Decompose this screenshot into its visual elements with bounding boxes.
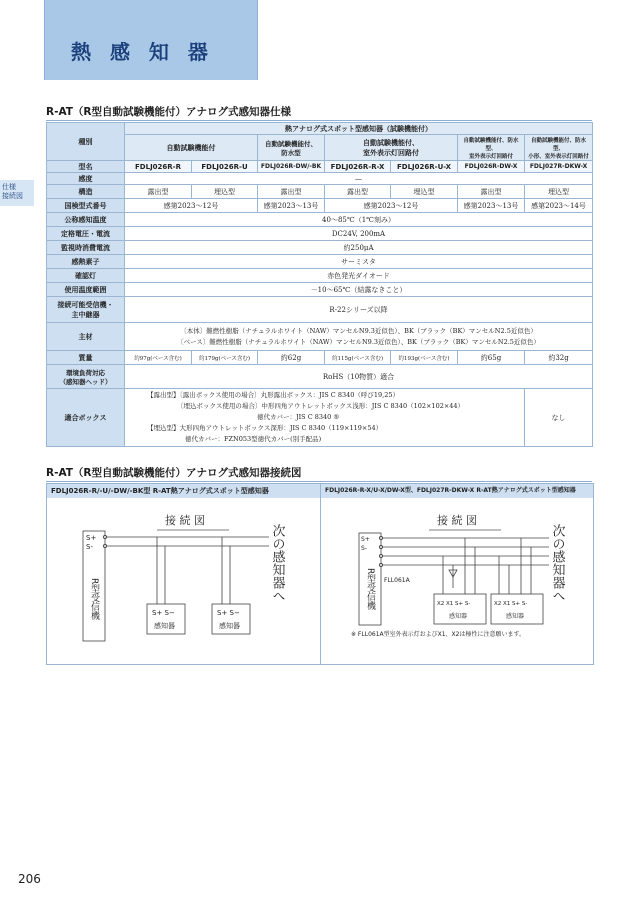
left-next-label: 次の感知器へ: [269, 524, 285, 602]
approval-cell: 感第2023～12号: [325, 199, 458, 213]
ambient-value: －10～65℃（結露なきこと）: [125, 283, 593, 297]
box-line: 〔埋込ボックス使用の場合〕中形四角アウトレットボックス浅形：JIS C 8340（102×102×44）: [177, 402, 465, 410]
box-value: [125, 389, 525, 447]
mass-cell: 約179g(ベース含む): [192, 351, 258, 365]
model-label: 型名: [47, 161, 125, 173]
left-receiver-label: R型受信機: [89, 578, 99, 621]
row-label: 公称感知温度: [47, 213, 125, 227]
model-cell: FDLJ026R-U: [192, 161, 258, 173]
page-title-box: [44, 0, 258, 80]
group-header: 熱アナログ式スポット型感知器（試験機能付）: [125, 123, 593, 135]
sensitivity-value: —: [125, 173, 593, 185]
approval-cell: 感第2023～12号: [125, 199, 258, 213]
temp-value: 40～85℃（1℃刻み）: [125, 213, 593, 227]
approval-cell: 感第2023～13号: [258, 199, 325, 213]
sub-header: 自動試験機能付、防水型、 室外表示灯回路付: [458, 135, 525, 161]
right-header: FDLJ026R-R-X/U-X/DW-X型、FDLJ027R-DKW-X R-AT熱アナログ式スポット型感知器: [321, 484, 593, 498]
mass-cell: 約115g(ベース含む): [325, 351, 391, 365]
structure-cell: 埋込型: [391, 185, 458, 199]
lamp-value: 赤色発光ダイオード: [125, 269, 593, 283]
detector-x-terms: X2 X1 S+ S-: [494, 601, 528, 607]
model-cell: FDLJ026R-DW/-BK: [258, 161, 325, 173]
detector-label: 感知器: [449, 613, 468, 620]
mass-cell: 約65g: [458, 351, 525, 365]
voltage-value: DC24V, 200mA: [125, 227, 593, 241]
left-s-minus: S-: [86, 543, 93, 551]
spec-table: [46, 122, 593, 447]
env-value: RoHS（10物質）適合: [125, 365, 593, 389]
material-value: [125, 323, 593, 351]
material-line: 〔ベース〕難燃性樹脂（ナチュラルホワイト（NAW）マンセルN9.3近似色）、BK（ブラック（BK）マンセルN2.5近似色）: [177, 337, 540, 346]
mass-cell: 約62g: [258, 351, 325, 365]
row-label: 環境負荷対応 （感知器ヘッド）: [47, 365, 125, 389]
sub-header: 自動試験機能付: [125, 135, 258, 161]
box-line: 徳代カバー：JIS C 8340 ⑤: [257, 413, 340, 421]
detector-terms: S+ S−: [217, 609, 240, 617]
row-label: 適合ボックス: [47, 389, 125, 447]
left-s-plus: S+: [86, 534, 97, 542]
row-label: 主材: [47, 323, 125, 351]
structure-cell: 露出型: [458, 185, 525, 199]
type-label: 種別: [47, 123, 125, 161]
box-line: 【埋込型】大形四角アウトレットボックス深形：JIS C 8340（119×119×54）: [147, 424, 383, 432]
right-next-label: 次の感知器へ: [549, 524, 565, 602]
side-tab[interactable]: [0, 180, 34, 206]
row-label: 感度: [47, 173, 125, 185]
structure-cell: 露出型: [258, 185, 325, 199]
mass-cell: 約97g(ベース含む): [125, 351, 192, 365]
left-terminal: [104, 536, 107, 539]
row-label: 構造: [47, 185, 125, 199]
right-terminal: [380, 537, 383, 540]
detector-terms: S+ S−: [152, 609, 175, 617]
row-label: 接続可能受信機・ 主中継器: [47, 297, 125, 323]
box-line: 徳代カバー：FZN053型徳代カバー(別手配品): [185, 435, 322, 443]
approval-cell: 感第2023～13号: [458, 199, 525, 213]
right-receiver-label: R型受信機: [365, 568, 375, 611]
approval-cell: 感第2023～14号: [525, 199, 593, 213]
right-terminal: [380, 546, 383, 549]
material-line: 〔本体〕難燃性樹脂（ナチュラルホワイト（NAW）マンセルN9.3近似色）、BK（ブラック（BK）マンセルN2.5近似色）: [180, 326, 537, 335]
left-terminal: [104, 545, 107, 548]
row-label: 国検型式番号: [47, 199, 125, 213]
page-title: 熱 感 知 器: [71, 40, 214, 64]
sub-header: 自動試験機能付、 室外表示灯回路付: [325, 135, 458, 161]
left-header: FDLJ026R-R/-U/-DW/-BK型 R-AT熱アナログ式スポット型感知器: [47, 484, 320, 498]
detector-label: 感知器: [506, 613, 525, 620]
row-label: 監視時消費電流: [47, 241, 125, 255]
wiring-panel: [46, 483, 594, 665]
model-cell: FDLJ026R-DW-X: [458, 161, 525, 173]
box-line: 【露出型】〔露出ボックス使用の場合〕丸形露出ボックス：JIS C 8340（呼び19,25）: [147, 391, 400, 399]
receiver-value: R-22シリーズ以降: [125, 297, 593, 323]
right-s-minus: S-: [361, 545, 367, 552]
element-value: サーミスタ: [125, 255, 593, 269]
right-terminal: [380, 564, 383, 567]
row-label: 質量: [47, 351, 125, 365]
left-diagram-title: 接 続 図: [165, 514, 205, 527]
sub-header: 自動試験機能付、防水型、 小形、室外表示灯回路付: [525, 135, 593, 161]
detector-label: 感知器: [219, 622, 240, 630]
model-cell: FDLJ026R-R: [125, 161, 192, 173]
model-cell: FDLJ027R-DKW-X: [525, 161, 593, 173]
row-label: 使用温度範囲: [47, 283, 125, 297]
mass-cell: 約193g(ベース含む): [391, 351, 458, 365]
standby-value: 約250μA: [125, 241, 593, 255]
left-wiring-diagram: [47, 498, 320, 664]
model-cell: FDLJ026R-R-X: [325, 161, 391, 173]
structure-cell: 埋込型: [192, 185, 258, 199]
sub-header: 自動試験機能付、 防水型: [258, 135, 325, 161]
detector-label: 感知器: [154, 622, 175, 630]
wiring-section-title: R-AT（R型自動試験機能付）アナログ式感知器接続図: [46, 467, 302, 479]
row-label: 感熱素子: [47, 255, 125, 269]
structure-cell: 埋込型: [525, 185, 593, 199]
row-label: 確認灯: [47, 269, 125, 283]
side-tab-label: 仕様 接続図: [2, 183, 23, 200]
row-label: 定格電圧・電流: [47, 227, 125, 241]
wiring-note: ※ FLL061A型室外表示灯およびX1、X2は極性に注意願います。: [351, 631, 526, 638]
right-diagram-title: 接 続 図: [437, 514, 477, 527]
mass-cell: 約32g: [525, 351, 593, 365]
structure-cell: 露出型: [325, 185, 391, 199]
model-cell: FDLJ026R-U-X: [391, 161, 458, 173]
spec-section-title: R-AT（R型自動試験機能付）アナログ式感知器仕様: [46, 106, 292, 118]
right-wiring-diagram: [321, 498, 593, 664]
box-none: なし: [525, 389, 593, 447]
right-terminal: [380, 555, 383, 558]
right-s-plus: S+: [361, 536, 370, 543]
detector-x-terms: X2 X1 S+ S-: [437, 601, 471, 607]
lamp-label: FLL061A: [384, 577, 410, 584]
structure-cell: 露出型: [125, 185, 192, 199]
page-number: 206: [18, 872, 41, 886]
